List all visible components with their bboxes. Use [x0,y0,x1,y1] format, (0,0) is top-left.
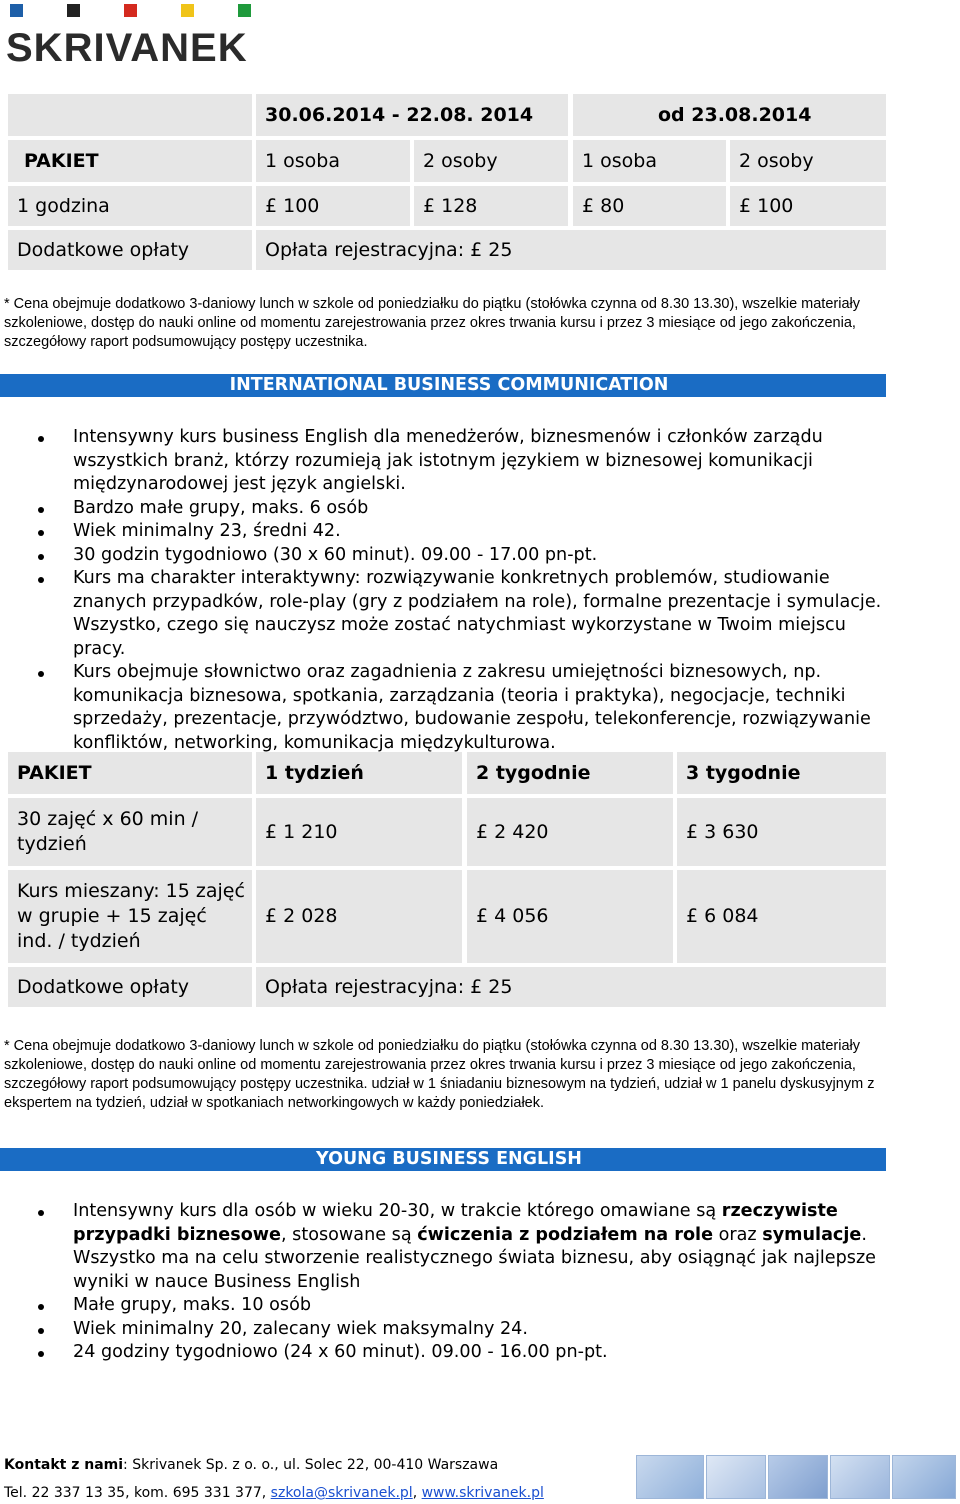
list-item: Intensywny kurs dla osób w wieku 20-30, w trakcie którego omawiane są rzeczywiste przypadki biznesowe, stosowane są ćwiczenia z podziałem na role oraz symulacje. Wszystko ma na celu stworzenie realistycznego świata biznesu, aby osiągnąć jak najlepsze wyniki w nauce Business English [0,1200,900,1294]
decor-tile [892,1455,956,1499]
decor-tile [768,1455,828,1499]
list-item: Bardzo małe grupy, maks. 6 osób [0,497,900,521]
list-item: Kurs obejmuje słownictwo oraz zagadnienia z zakresu umiejętności biznesowych, np. komunikacja biznesowa, spotkania, zarządzania (teoria i praktyka), negocjacje, techniki sprzedaży, prezentacje, przywództwo, budowanie zespołu, telekonferencje, rozwiązywanie konfliktów, networking, komunikacja międzykulturowa. [0,661,900,755]
footer-website-link[interactable]: www.skrivanek.pl [421,1485,544,1501]
logo-square-yellow [181,4,194,17]
logo-square-blue [10,4,23,17]
logo-square-green [238,4,251,17]
table2-row2-col2: £ 4 056 [467,870,673,963]
bullet-icon [38,436,44,442]
table2-row1-col1: £ 1 210 [256,798,462,866]
footer-contact-label: Kontakt z nami [4,1457,124,1473]
list-item: Kurs ma charakter interaktywny: rozwiązywanie konkretnych problemów, studiowanie znanych przypadków, role-play (gry z podziałem na role), formalne prezentacje i symulacje. Wszystko, czego się nauczysz może zostać natychmiast wykorzystane w Twoim miejscu pracy. [0,567,900,661]
table1-header-col4: 2 osoby [730,140,886,182]
footer-contact [4,1456,498,1474]
ybe-bullet-list [0,1200,900,1365]
decor-tile [830,1455,890,1499]
table1-header-pakiet: PAKIET [8,140,252,182]
table1-row1-col1: £ 100 [256,186,410,226]
table1-row1-col4: £ 100 [730,186,886,226]
section-heading-ibc: INTERNATIONAL BUSINESS COMMUNICATION [0,374,886,397]
table1-corner [8,94,252,136]
list-item: Intensywny kurs business English dla menedżerów, biznesmenów i członków zarządu wszystkich branż, którzy rozumieją jak istotnym językiem w biznesowej komunikacji międzynarodowej jest język angielski. [0,426,900,497]
table1-row1-label: 1 godzina [8,186,252,226]
price-note-1: * Cena obejmuje dodatkowo 3-daniowy lunch w szkole od poniedziałku do piątku (stołówka czynna od 8.30 13.30), wszelkie materiały szkoleniowe, dostęp do nauki online od momentu zarejestrowania przez okres trwania kursu i przez 3 miesiące od jego zakończenia, szczegółowy raport podsumowujący postępy uczestnika. [4,296,860,350]
bullet-icon [38,1328,44,1334]
price-note-2: * Cena obejmuje dodatkowo 3-daniowy lunch w szkole od poniedziałku do piątku (stołówka czynna od 8.30 13.30), wszelkie materiały szkoleniowe, dostęp do nauki online od momentu zarejestrowania przez okres trwania kursu i przez 3 miesiące od jego zakończenia, szczegółowy raport podsumowujący postępy uczestnika. udział w 1 śniadaniu biznesowym na tydzień, udział w 1 panelu dyskusyjnym z ekspertem na tydzień, udział w spotkaniach networkingowych w każdy poniedziałek. [4,1038,875,1111]
logo-square-red [124,4,137,17]
bullet-icon [38,507,44,513]
table2-row1-col3: £ 3 630 [677,798,886,866]
section-heading-ybe: YOUNG BUSINESS ENGLISH [0,1148,886,1171]
logo-text: SKRIVANEK [6,26,248,70]
table1-row1-col2: £ 128 [414,186,568,226]
decor-tile [706,1455,766,1499]
table2-row2-label: Kurs mieszany: 15 zajęć w grupie + 15 zajęć ind. / tydzień [8,870,252,963]
list-item: Wiek minimalny 20, zalecany wiek maksymalny 24. [0,1318,900,1342]
list-item: Małe grupy, maks. 10 osób [0,1294,900,1318]
table1-header-col2: 2 osoby [414,140,568,182]
list-item: 30 godzin tygodniowo (30 x 60 minut). 09.00 - 17.00 pn-pt. [0,544,900,568]
table2-header-pakiet: PAKIET [8,752,252,794]
bullet-icon [38,554,44,560]
footer-email-link[interactable]: szkola@skrivanek.pl [270,1485,413,1501]
footer-phone-text: Tel. 22 337 13 35, kom. 695 331 377, [4,1485,271,1501]
footer-phone: Tel. 22 337 13 35, kom. 695 331 377, szkola@skrivanek.pl, www.skrivanek.pl [4,1485,544,1501]
logo-square-black [67,4,80,17]
table2-header-col1: 1 tydzień [256,752,462,794]
table2-row1-col2: £ 2 420 [467,798,673,866]
table2-row2-col3: £ 6 084 [677,870,886,963]
table2-row3-label: Dodatkowe opłaty [8,967,252,1007]
footer-address: : Skrivanek Sp. z o. o., ul. Solec 22, 00-410 Warszawa [123,1457,499,1473]
list-item: Wiek minimalny 23, średni 42. [0,520,900,544]
table1-row1-col3: £ 80 [573,186,726,226]
decor-tile [636,1455,704,1499]
bullet-icon [38,577,44,583]
table2-row2-col1: £ 2 028 [256,870,462,963]
table2-header-col2: 2 tygodnie [467,752,673,794]
bullet-icon [38,530,44,536]
table2-header-col3: 3 tygodnie [677,752,886,794]
ibc-bullet-list [0,426,900,755]
list-item: 24 godziny tygodniowo (24 x 60 minut). 09.00 - 16.00 pn-pt. [0,1341,900,1365]
table1-date-range-2: od 23.08.2014 [573,94,886,136]
bullet-icon [38,1304,44,1310]
table1-header-col1: 1 osoba [256,140,410,182]
bullet-icon [38,1210,44,1216]
table1-row2-label: Dodatkowe opłaty [8,230,252,270]
table1-date-range-1: 30.06.2014 - 22.08. 2014 [256,94,568,136]
bullet-icon [38,671,44,677]
bullet-icon [38,1351,44,1357]
table2-row3-value: Opłata rejestracyjna: £ 25 [256,967,886,1007]
table2-row1-label: 30 zajęć x 60 min / tydzień [8,798,252,866]
table1-row2-value: Opłata rejestracyjna: £ 25 [256,230,886,270]
table1-header-col3: 1 osoba [573,140,726,182]
